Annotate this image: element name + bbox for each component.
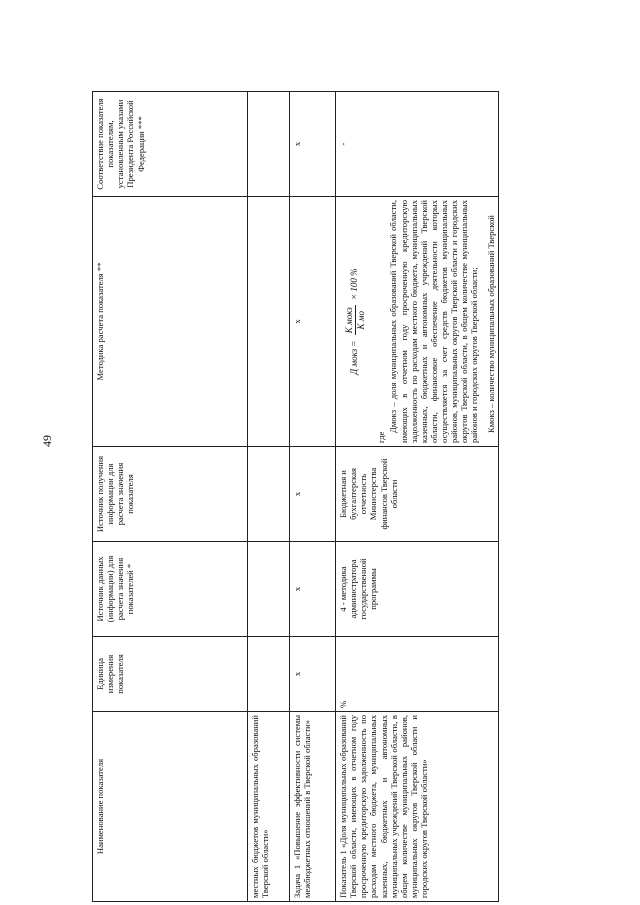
row-method (336, 197, 499, 447)
table-row (248, 92, 290, 902)
page-number: 49 (40, 435, 54, 447)
header-row (93, 92, 248, 902)
row-source-get (248, 447, 290, 542)
header-unit: Единица измерения показателя (93, 637, 248, 712)
formula: Д мокз = К мокз К мо × 100 % (344, 268, 366, 375)
header-match: Соответствие показателя показателям, установленным указами Президента Российской Федерации *** (93, 92, 248, 197)
row-source (248, 542, 290, 637)
method-definition-1: Дмокз – доля муниципальных образований Тверской области, имеющих в отчетном году просроченную кредиторскую задолженность по расходам местного бюджета, муниципальных казенных, бюджетных и автономных учреждений Тверской области, финансовое обеспечение деятельности которых осуществляется за счет средств бюджетов муниципальных районов, муниципальных округов Тверской области и городских округов Тверской области, в общем количестве муниципальных районов и городских округов Тверской области; (388, 200, 480, 443)
row-source-get: Бюджетная и бухгалтерская отчетность Министерства финансов Тверской области (336, 447, 499, 542)
row-unit (248, 637, 290, 712)
header-source: Источник данных (информации) для расчета значения показателей * (93, 542, 248, 637)
row-unit: х (290, 637, 336, 712)
formula-numerator: К мокз (344, 307, 354, 334)
row-match (248, 92, 290, 197)
header-method: Методика расчета показателя ** (93, 197, 248, 447)
row-name: Показатель 1 «Доля муниципальных образований Тверской области, имеющих в отчетном году просроченную кредиторскую задолженность по расходам местного бюджета, муниципальных казенных, бюджетных и автономных муниципальных учреждений Тверской области, в общем количестве муниципальных районов, муниципальных округов Тверской области и городских округов Тверской области» (336, 712, 499, 902)
row-name: Задача 1 «Повышение эффективности системы межбюджетных отношений в Тверской области» (290, 712, 336, 902)
row-source: 4 - методика администратора государственной программы (336, 542, 499, 637)
header-name: Наименование показателя (93, 712, 248, 902)
rotated-table-wrapper (92, 92, 542, 902)
table-row (290, 92, 336, 902)
table-row (336, 92, 499, 902)
row-source: х (290, 542, 336, 637)
row-match: - (336, 92, 499, 197)
row-method (248, 197, 290, 447)
method-where: где (376, 431, 387, 443)
formula-lhs: Д мокз (349, 348, 360, 375)
row-method: х (290, 197, 336, 447)
method-definition-2: Кмокз – количество муниципальных образований Тверской (485, 215, 496, 433)
formula-fraction (344, 305, 366, 335)
header-source-get: Источник получения информации для расчета значения показателя (93, 447, 248, 542)
row-name: местных бюджетов муниципальных образований Тверской области» (248, 712, 290, 902)
formula-denominator: К мо (355, 310, 366, 330)
indicators-table (92, 91, 499, 902)
formula-suffix: × 100 % (349, 268, 360, 300)
row-unit: % (336, 637, 499, 712)
row-match: х (290, 92, 336, 197)
row-source-get: х (290, 447, 336, 542)
